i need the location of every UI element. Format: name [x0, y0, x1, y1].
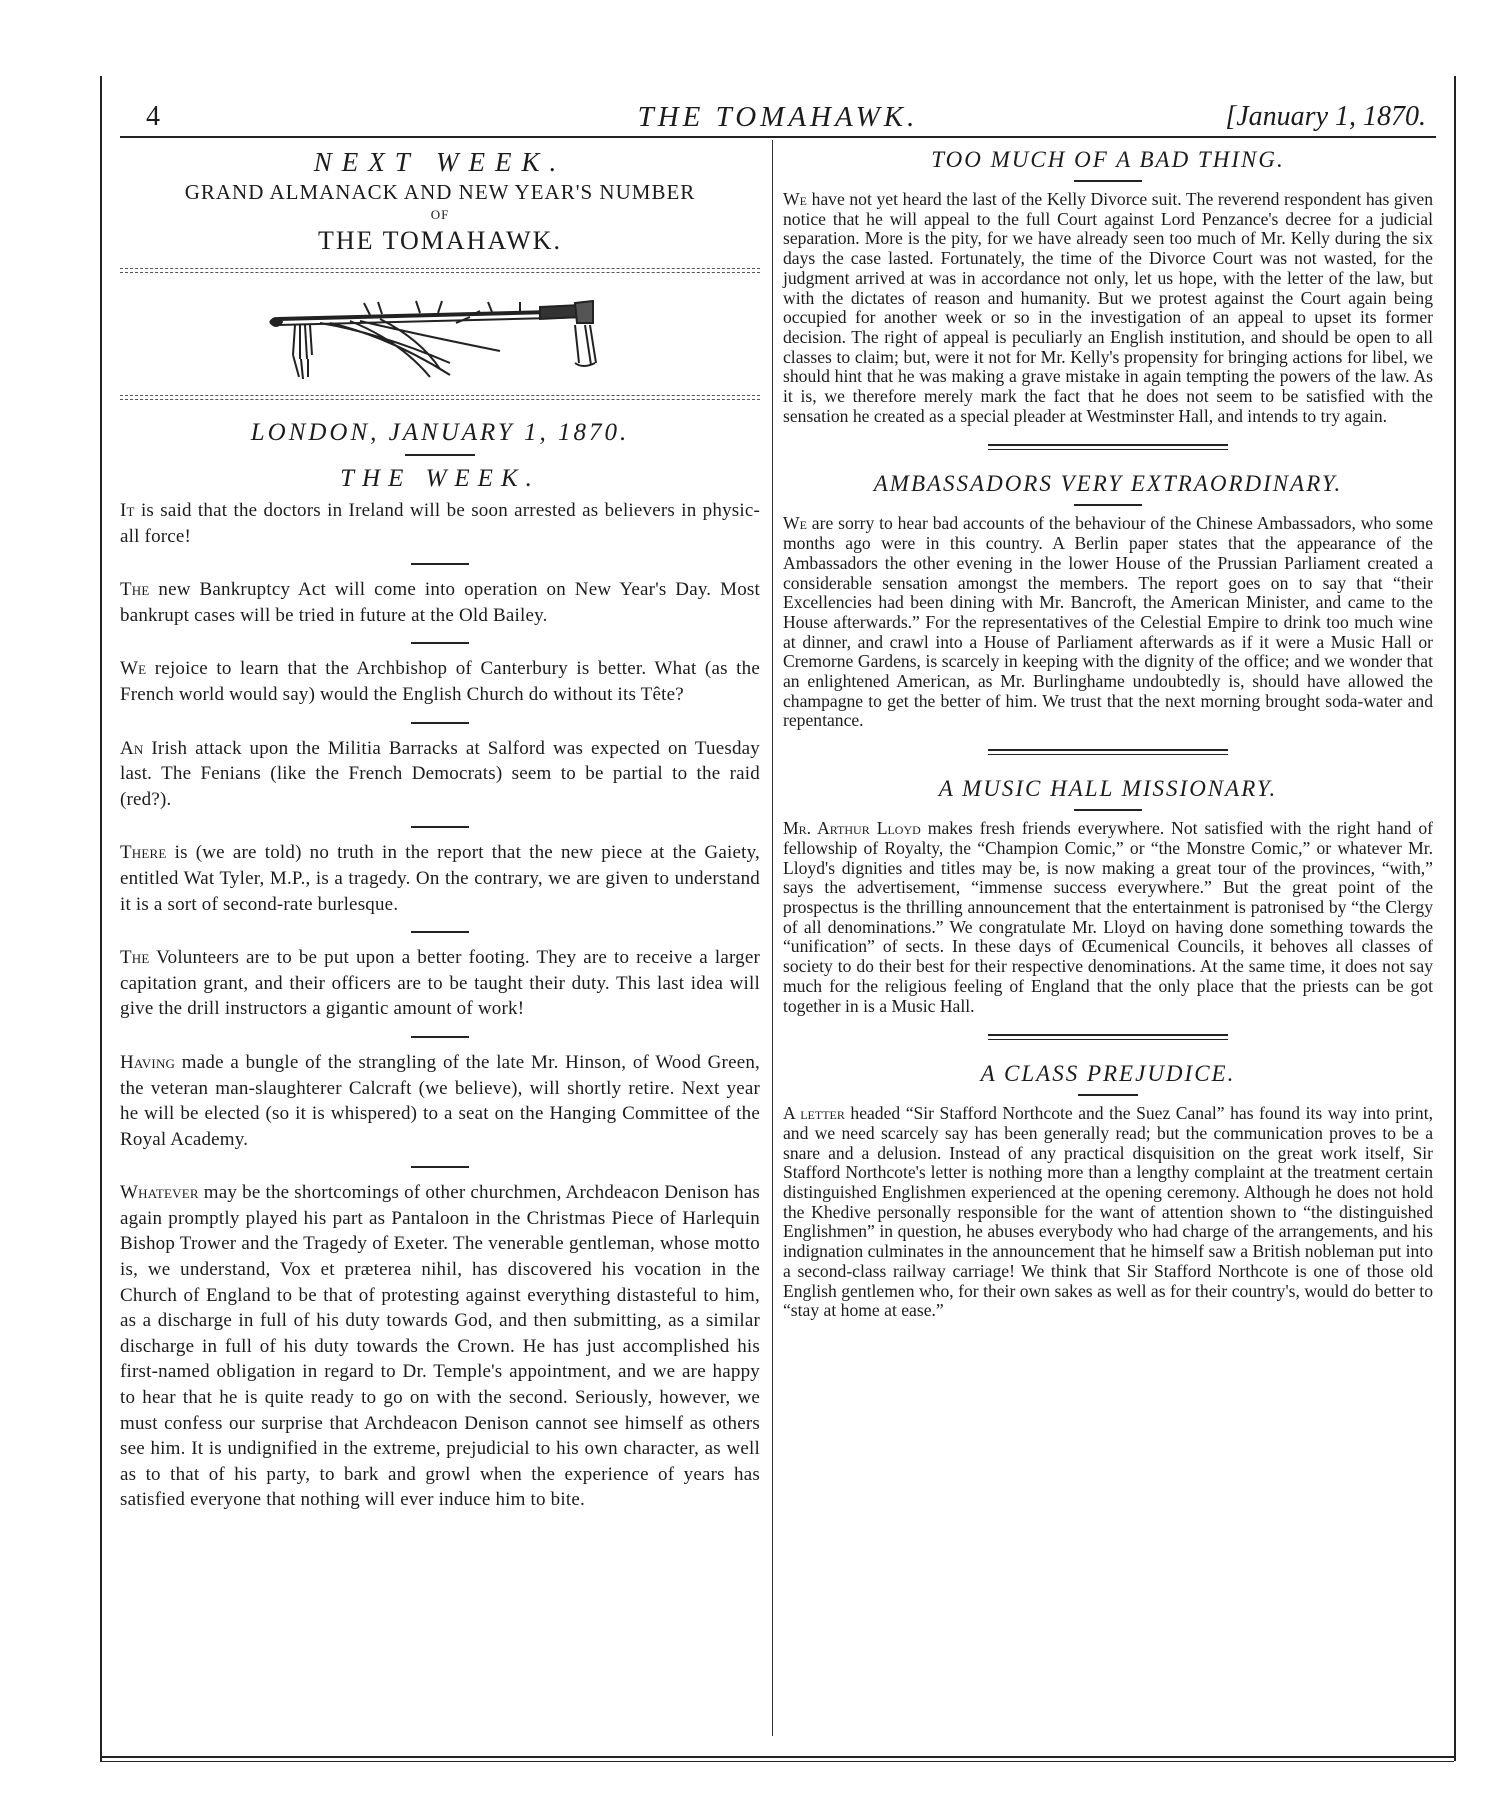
divider: [120, 399, 760, 400]
section-divider: [988, 1034, 1228, 1040]
tomahawk-icon: [120, 273, 760, 391]
next-week-heading: NEXT WEEK.: [313, 147, 567, 177]
divider: [411, 642, 469, 644]
section-divider: [988, 749, 1228, 755]
bottom-rule: [100, 1756, 1454, 1758]
list-item: It is said that the doctors in Ireland will be soon arrested as believers in physic-all force!: [120, 500, 761, 547]
article-title: TOO MUCH OF A BAD THING.: [931, 147, 1285, 172]
week-items: [120, 498, 760, 1513]
list-item: An Irish attack upon the Militia Barracks at Salford was expected on Tuesday last. The Fenians (like the French Democrats) seem to be partial to the raid (red?).: [120, 737, 760, 810]
right-column: [783, 140, 1433, 1321]
list-item: We rejoice to learn that the Archbishop of Canterbury is better. What (as the French world would say) would the English Church do without its Tête?: [120, 658, 760, 705]
divider: [411, 1166, 469, 1168]
divider: [1074, 180, 1142, 182]
article-title: A MUSIC HALL MISSIONARY.: [938, 776, 1278, 802]
section-title: THE WEEK.: [340, 465, 540, 492]
list-item: The new Bankruptcy Act will come into operation on New Year's Day. Most bankrupt cases will be tried in future at the Old Bailey.: [120, 579, 760, 626]
article-title: A CLASS PREJUDICE.: [980, 1061, 1236, 1087]
page-number: 4: [146, 101, 160, 132]
almanack-of: OF: [430, 207, 450, 222]
article-body: We have not yet heard the last of the Kelly Divorce suit. The reverend respondent has given notice that he will appeal to the full Court against Lord Penzance's decree for a judicial separation. More is the pity, for we have already seen too much of Mr. Kelly during the six days the case lasted. Fortunately, the time of the Divorce Court was not wasted, for the judgment arrived at was in accordance not only, let us hope, with the letter of the law, but with the dictates of reason and humanity. But we protest against the Court again being occupied for another week or so in the investigation of an appeal to upset its former decision. The right of appeal is peculiarly an English institution, and should be open to all classes to claim; but, were it not for Mr. Kelly's propensity for bringing actions for libel, we should hint that he was making a grave mistake in again tempting the powers of the law. As it is, we therefore merely mark the fact that he does not seem to be satisfied with the sensation he created as a special pleader at Westminster Hall, and intends to try again.: [783, 189, 1434, 426]
header-date: [January 1, 1870.: [1225, 101, 1426, 132]
list-item: Whatever may be the shortcomings of other churchmen, Archdeacon Denison has again promptly played his part as Pantaloon in the Christmas Piece of Harlequin Bishop Trower and the Tragedy of Exeter. The venerable gentleman, whose motto is, we understand, Vox et præterea nihil, has discovered his vocation in the Church of England to be that of protesting against everything distasteful to him, as a discharge in full of his duty towards God, and then submitting, as a similar discharge in full of his duty towards the Crown. He has just accomplished his first-named obligation in regard to Dr. Temple's appointment, and we are happy to hear that he is quite ready to go on with the second. Seriously, however, we must confess our surprise that Archdeacon Denison cannot see himself as others see him. It is undignified in the extreme, prejudicial to his own character, as well as to that of his party, to bark and growl when the experience of years has satisfied everyone that nothing will ever induce him to bite.: [120, 1182, 761, 1511]
article: [783, 775, 1433, 1016]
list-item: There is (we are told) no truth in the report that the new piece at the Gaiety, entitled Wat Tyler, M.P., is a tragedy. On the contrary, we are given to understand it is a sort of second-rate burlesque.: [120, 842, 760, 915]
section-divider: [988, 444, 1228, 450]
divider: [411, 931, 469, 933]
divider: [120, 395, 760, 396]
dateline: LONDON, JANUARY 1, 1870.: [250, 419, 630, 446]
left-column: [120, 140, 760, 1513]
list-item: Having made a bungle of the strangling of the late Mr. Hinson, of Wood Green, the veteran man-slaughterer Calcraft (we believe), will shortly retire. Next year he will be elected (so it is whispered) to a seat on the Hanging Committee of the Royal Academy.: [120, 1051, 760, 1150]
divider: [1074, 504, 1142, 506]
header-rule: [120, 136, 1436, 138]
article-body: A letter headed “Sir Stafford Northcote and the Suez Canal” has found its way into print, and we need scarcely say has been generally read; but the communication proves to be a snare and a delusion. Instead of any practical disquisition on the great work itself, Sir Stafford Northcote's letter is nothing more than a lengthy complaint at the treatment certain distinguished Englishmen experienced at the opening ceremony. Although he does not hold the Khedive personally responsible for the want of attention shown to “the distinguished Englishmen” in question, he abuses everybody who had charge of the arrangements, and his indignation culminates in the announcement that he himself saw a British nobleman put into a second-class railway carriage! We think that Sir Stafford Northcote is one of those old English gentlemen who, for their own sakes as well as for their country's, would do better to “stay at home at ease.”: [783, 1103, 1433, 1321]
almanack-line: GRAND ALMANACK AND NEW YEAR'S NUMBER: [184, 180, 696, 204]
almanack-title: THE TOMAHAWK.: [318, 226, 562, 255]
divider: [411, 563, 469, 565]
divider: [411, 1036, 469, 1038]
divider: [411, 826, 469, 828]
article: [783, 146, 1433, 426]
article: [783, 470, 1433, 731]
divider: [120, 268, 760, 269]
divider: [1078, 1094, 1138, 1096]
bottom-rule-thin: [100, 1761, 1454, 1762]
divider: [1074, 809, 1142, 811]
divider: [405, 454, 475, 456]
running-head: THE TOMAHAWK.: [637, 101, 919, 133]
column-divider: [772, 140, 773, 1736]
article: [783, 1060, 1433, 1321]
list-item: The Volunteers are to be put upon a better footing. They are to receive a larger capitation grant, and their officers are to be taught their duty. This last idea will give the drill instructors a gigantic amount of work!: [120, 947, 761, 1020]
article-body: We are sorry to hear bad accounts of the behaviour of the Chinese Ambassadors, who some months ago were in this country. A Berlin paper states that the appearance of the Ambassadors the other evening in the lower House of the Prussian Parliament created a considerable sensation amongst the members. The report goes on to say that “their Excellencies had been dining with Mr. Bancroft, the American Minister, and came to the House afterwards.” For the representatives of the Celestial Empire to drink too much wine at dinner, and crawl into a House of Parliament afterwards as if it were a Music Hall or Cremorne Gardens, is scarcely in keeping with the dignity of the office; and we wonder that an enlightened American, as Mr. Burlinghame undoubtedly is, should have allowed the champagne to get the better of him. We trust that the next morning brought soda-water and repentance.: [783, 513, 1433, 731]
article-title: AMBASSADORS VERY EXTRAORDINARY.: [873, 471, 1343, 497]
page-header: [120, 100, 1436, 134]
article-body: Mr. Arthur Lloyd makes fresh friends everywhere. Not satisfied with the right hand of fellowship of Royalty, the “Champion Comic,” or “the Monstre Comic,” or whatever Mr. Lloyd's dignities and titles may be, is now making a great tour of the provinces, “with,” says the advertisement, “immense success everywhere.” But the great point of the prospectus is the thrilling announcement that the entertainment is patronised by “the Clergy of all denominations.” We congratulate Mr. Lloyd on having done something towards the “unification” of sects. In these days of Œcumenical Councils, it behoves all classes of society to do their best for their respective denominations. At the same time, it does not say much for the religious feeling of England that the only place that the priests can be got together in is a Music Hall.: [783, 818, 1433, 1016]
tomahawk-illustration: [120, 273, 760, 391]
divider: [411, 722, 469, 724]
